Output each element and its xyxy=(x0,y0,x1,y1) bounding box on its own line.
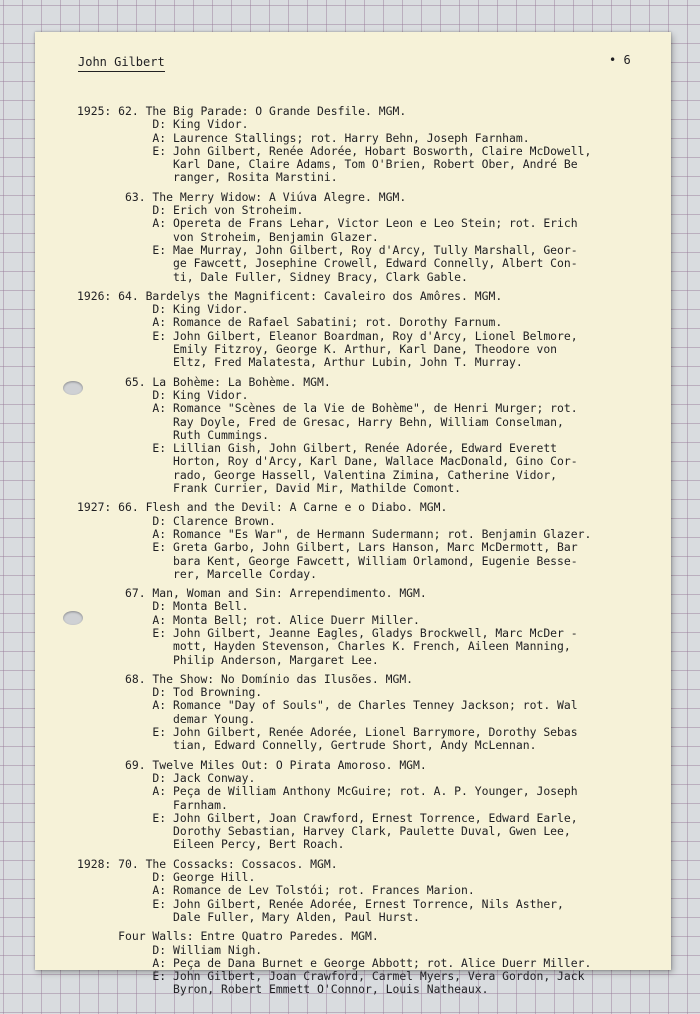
author-heading: John Gilbert xyxy=(78,55,165,72)
entry-line: rado, George Hassell, Valentina Zimina, Catherine Vidor, xyxy=(77,467,558,482)
entry-line: rer, Marcelle Corday. xyxy=(77,566,318,581)
entry-line: D: Jack Conway. xyxy=(77,770,256,785)
entry-line: E: John Gilbert, Renée Adorée, Hobart Bosworth, Claire McDowell, xyxy=(77,143,592,158)
film-entry xyxy=(77,191,637,284)
entry-line: von Stroheim, Benjamin Glazer. xyxy=(77,229,379,244)
film-entry xyxy=(77,930,637,996)
entry-line: A: Opereta de Frans Lehar, Victor Leon e Leo Stein; rot. Erich xyxy=(77,216,578,231)
entry-line: A: Monta Bell; rot. Alice Duerr Miller. xyxy=(77,612,420,627)
entry-line: A: Laurence Stallings; rot. Harry Behn, Joseph Farnham. xyxy=(77,130,530,145)
entry-line: Horton, Roy d'Arcy, Karl Dane, Wallace MacDonald, Gino Cor- xyxy=(77,454,578,469)
film-entry xyxy=(77,673,637,753)
entry-line: D: Clarence Brown. xyxy=(77,513,276,528)
entry-line: D: George Hill. xyxy=(77,870,256,885)
entry-line: D: Monta Bell. xyxy=(77,599,249,614)
entry-line: A: Romance de Rafael Sabatini; rot. Dorothy Farnum. xyxy=(77,315,503,330)
entry-line: E: John Gilbert, Renée Adorée, Ernest Torrence, Nils Asther, xyxy=(77,896,564,911)
entry-line: E: John Gilbert, Joan Crawford, Ernest Torrence, Edward Earle, xyxy=(77,810,578,825)
entry-line: E: Greta Garbo, John Gilbert, Lars Hanson, Marc McDermott, Bar xyxy=(77,540,578,555)
filmography-list xyxy=(77,105,637,997)
entry-line: E: John Gilbert, Eleanor Boardman, Roy d'Arcy, Lionel Belmore, xyxy=(77,328,578,343)
film-entry xyxy=(77,376,637,496)
entry-line: demar Young. xyxy=(77,711,256,726)
page-number: • 6 xyxy=(609,53,631,67)
entry-line: D: Erich von Stroheim. xyxy=(77,203,304,218)
entry-line: Four Walls: Entre Quatro Paredes. MGM. xyxy=(77,929,379,944)
entry-line: 68. The Show: No Domínio das Ilusões. MGM. xyxy=(77,671,414,686)
entry-line: D: Tod Browning. xyxy=(77,685,263,700)
entry-line: Ray Doyle, Fred de Gresac, Harry Behn, William Conselman, xyxy=(77,414,564,429)
entry-line: 69. Twelve Miles Out: O Pirata Amoroso. MGM. xyxy=(77,757,427,772)
entry-line: 1928: 70. The Cossacks: Cossacos. MGM. xyxy=(77,856,338,871)
film-entry xyxy=(77,858,637,924)
entry-line: A: Romance "Scènes de la Vie de Bohème", de Henri Murger; rot. xyxy=(77,401,578,416)
entry-line: Philip Anderson, Margaret Lee. xyxy=(77,652,379,667)
entry-line: Dale Fuller, Mary Alden, Paul Hurst. xyxy=(77,909,420,924)
entry-line: E: John Gilbert, Joan Crawford, Carmel Myers, Vera Gordon, Jack xyxy=(77,969,585,984)
entry-line: E: Mae Murray, John Gilbert, Roy d'Arcy, Tully Marshall, Geor- xyxy=(77,242,578,257)
entry-line: A: Peça de Dana Burnet e George Abbott; rot. Alice Duerr Miller. xyxy=(77,955,592,970)
entry-line: Dorothy Sebastian, Harvey Clark, Paulette Duval, Gwen Lee, xyxy=(77,824,571,839)
film-entry xyxy=(77,501,637,581)
entry-line: Karl Dane, Claire Adams, Tom O'Brien, Robert Ober, André Be xyxy=(77,157,578,172)
entry-line: ti, Dale Fuller, Sidney Bracy, Clark Gable. xyxy=(77,269,468,284)
entry-line: A: Peça de William Anthony McGuire; rot. A. P. Younger, Joseph xyxy=(77,784,578,799)
entry-line: tian, Edward Connelly, Gertrude Short, Andy McLennan. xyxy=(77,738,537,753)
entry-line: E: Lillian Gish, John Gilbert, Renée Adorée, Edward Everett xyxy=(77,441,558,456)
entry-line: D: King Vidor. xyxy=(77,302,249,317)
film-entry xyxy=(77,290,637,370)
entry-line: D: William Nigh. xyxy=(77,942,263,957)
entry-line: Eileen Percy, Bert Roach. xyxy=(77,837,345,852)
entry-line: 67. Man, Woman and Sin: Arrependimento. MGM. xyxy=(77,586,427,601)
entry-line: Ruth Cummings. xyxy=(77,427,270,442)
entry-line: Emily Fitzroy, George K. Arthur, Karl Dane, Theodore von xyxy=(77,342,558,357)
entry-line: Frank Currier, David Mir, Mathilde Comont. xyxy=(77,481,462,496)
entry-line: 1927: 66. Flesh and the Devil: A Carne e o Diabo. MGM. xyxy=(77,500,448,515)
entry-line: D: King Vidor. xyxy=(77,387,249,402)
entry-line: D: King Vidor. xyxy=(77,117,249,132)
entry-line: bara Kent, George Fawcett, William Orlamond, Eugenie Besse- xyxy=(77,553,578,568)
film-entry xyxy=(77,105,637,185)
film-entry xyxy=(77,759,637,852)
entry-line: A: Romance de Lev Tolstói; rot. Frances Marion. xyxy=(77,883,475,898)
entry-line: Farnham. xyxy=(77,797,228,812)
entry-line: Eltz, Fred Malatesta, Arthur Lubin, John T. Murray. xyxy=(77,355,523,370)
entry-line: 1926: 64. Bardelys the Magnificent: Cavaleiro dos Amôres. MGM. xyxy=(77,288,503,303)
entry-line: 63. The Merry Widow: A Viúva Alegre. MGM. xyxy=(77,189,407,204)
entry-line: E: John Gilbert, Renée Adorée, Lionel Barrymore, Dorothy Sebas xyxy=(77,725,578,740)
entry-line: ranger, Rosita Marstini. xyxy=(77,170,338,185)
entry-line: A: Romance "Es War", de Hermann Sudermann; rot. Benjamin Glazer. xyxy=(77,526,592,541)
entry-line: 1925: 62. The Big Parade: O Grande Desfile. MGM. xyxy=(77,104,407,118)
entry-line: E: John Gilbert, Jeanne Eagles, Gladys Brockwell, Marc McDer - xyxy=(77,625,578,640)
entry-line: A: Romance "Day of Souls", de Charles Tenney Jackson; rot. Wal xyxy=(77,698,578,713)
entry-line: mott, Hayden Stevenson, Charles K. French, Aileen Manning, xyxy=(77,639,571,654)
film-entry xyxy=(77,587,637,667)
entry-line: 65. La Bohème: La Bohème. MGM. xyxy=(77,374,331,389)
entry-line: ge Fawcett, Josephine Crowell, Edward Connelly, Albert Con- xyxy=(77,256,578,271)
typed-page xyxy=(35,32,671,997)
entry-line: Byron, Robert Emmett O'Connor, Louis Natheaux. xyxy=(77,982,489,997)
